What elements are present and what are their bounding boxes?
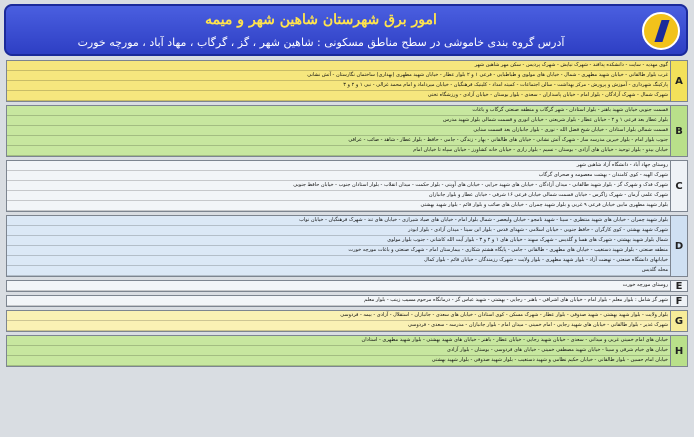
area-row: خیابان های امام خمینی غربی و میدانی - سعدی - خیابان شهید رجایی - خیابان عطار - باهنر - خیابان های شهید بهشتی - بلوار شهید مطهری - استادان	[7, 336, 671, 346]
group-rows	[7, 106, 671, 156]
header-title: امور برق شهرستان شاهین شهر و میمه	[205, 12, 437, 28]
electricity-company-logo	[642, 12, 680, 50]
group-rows	[7, 336, 671, 366]
area-row: شهرک علمی آرمان - شهرک زاگرس - خیابان قسمت شمالی خیابان فرعی ۱۶ شرقی - خیابان عطار و بلوار جانبازان	[7, 191, 671, 201]
area-row: شهرک الهیه - کوی کامندان - بهشت معصومه و صحرای گرگاب	[7, 171, 671, 181]
area-row: قسمت جنوبی خیابان شهید باهنر - بلوار استادان - شهر گرگاب و منطقه صنعتی گرگاب و باغات	[7, 106, 671, 116]
area-row: شهرک فدک و شهرک گز - بلوار شهید طالقانی - میدان آزادگان - خیابان های شهید حرایی - خیابان های آوینی - بلوار حکمت - میدان انقلاب - بلوار استادان جنوب - خیابان حافظ جنوبی	[7, 181, 671, 191]
area-row: محله گلدیس	[7, 266, 671, 276]
area-row: غرب بلوار طالقانی - خیابان شهید مطهری - شمال - خیابان های مولوی و طباطبایی - فرعی ۱ و ۲ بلوار عطار - خیابان شهید مطهری (بهداری) ساختمان نگارستان - آتش نشانی	[7, 71, 671, 81]
area-row: بلوار شهید چمران - خیابان های شهید منتظری - سینا - شهید نامجو - خیابان ولیعصر - شمال بلوار امام - خیابان های صیاد شیرازی - خیابان های تند - شهرک فرهنگیان - خیابان نواب	[7, 216, 671, 226]
outage-group	[6, 335, 688, 367]
group-letter: E	[670, 281, 687, 291]
area-row: خیابانهای دانشگاه صنعتی - نهضت آزاد - بلوار شهید مطهری - بلوار ولایت - شهرک رزمندگان - خیابان قائم - بلوار کمال	[7, 256, 671, 266]
outage-group	[6, 105, 688, 157]
group-letter: H	[670, 336, 687, 366]
header-banner	[4, 4, 688, 56]
group-rows	[7, 281, 671, 291]
outage-groups-table	[6, 60, 688, 370]
group-letter: B	[670, 106, 687, 156]
outage-group	[6, 310, 688, 332]
group-letter: C	[670, 161, 687, 211]
area-row: بلوار ولایت - بلوار شهید بهشتی - شهید صدوقی - بلوار عطار - شهرک مسکن - کوی استادان - خیابان های سعدی - جانبازان - استقلال - آزادی - بیمه - فردوسی	[7, 311, 671, 321]
area-row: خیابان های خیام شرقی و سینا - خیابان شهید مصطفی خمینی - خیابان های فردوسی - بوستان - بلوار آزادی	[7, 346, 671, 356]
area-row: پارکینگ شهرداری - آموزش و پرورش - مرکز بهداشت - سالن اجتماعات - کمیته امداد - کلینیک فرهنگیان - خیابان میرداماد و امام محمد غزالی - نبی ۱ و ۲ و ۳	[7, 81, 671, 91]
area-row: گوی مهدیه - سایت - دانشکده پدافند - شهرک نیایش - شهرک پردیس - سکن مهر شاهین شهر	[7, 61, 671, 71]
area-row: شمال بلوار شهید بهشتی - شهرک های هسا و گلدیس - شهرک سهند - خیابان های ۱ و ۲ و ۳ - بلوار آیت الله کاشانی - جنوب بلوار مولوی	[7, 236, 671, 246]
outage-group	[6, 295, 688, 307]
area-row: روستای مورچه خورت	[7, 281, 671, 291]
area-row: روستای جهاد آباد - دانشگاه آزاد شاهین شهر	[7, 161, 671, 171]
area-row: منطقه صنعتی - بلوار شهید دستغیب - خیابان های مطهری - طالقانی - جامی - پایگاه هشتم شکاری - بیمارستان امام - شهرک صنعتی و باغات مورچه خورت	[7, 246, 671, 256]
group-rows	[7, 311, 671, 331]
group-letter: A	[670, 61, 687, 101]
area-row: شهرک شهید بهشتی - کوی کارگران - حافظ جنوبی - خیابان اسلامی - شهدای قدس - بلوار ابن سینا - میدان آزادی - بلوار ابوذر	[7, 226, 671, 236]
area-row: شهرک شمال - شهرک آزادگان - بلوار امام - خیابان پاسداران - سعدی - بلوار بوستان - خیابان آزادی - ورزشگاه تختی	[7, 91, 671, 101]
group-letter: D	[670, 216, 687, 276]
area-row: خیابان بیدو - بلوار توحید - خیابان های آزادی - بوستان - نسیم - بلوار رازی - خیابان خانه کشاورز - خیابان سپاه تا خیابان امام	[7, 146, 671, 156]
group-rows	[7, 216, 671, 276]
area-row: شهر گز شامل : بلوار معلم - بلوار امام - خیابان های اشراقی - باهنر - رجایی - بهشتی - شهید عباس گز - درمانگاه مرحوم مسیب زینب - بلوار معلم	[7, 296, 671, 306]
group-letter: G	[670, 311, 687, 331]
area-row: خیابان امام حسین - بلوار طالقانی - خیابان حکیم نظامی و شهید دستغیب - بلوار شهید صدوقی - بلوار شهید بهشتی	[7, 356, 671, 366]
group-rows	[7, 296, 671, 306]
area-row: جنوب بلوار امام - بلوار خیرین مدرسه ساز - شهرک آتش نشانی - خیابان های طالقانی - بهار - زندگی - جامی - حافظ - بلوار عطار - شاهد - صائب - عراقی	[7, 136, 671, 146]
group-rows	[7, 161, 671, 211]
area-row: قسمت شمالی بلوار استادان - خیابان شیخ فضل الله - نوری - بلوار جانبازان بعد قسمت سنایی	[7, 126, 671, 136]
area-row: شهرک غدیر - بلوار طالقانی - خیابان های شهید رجایی - امام خمینی - میدان امام - بلوار جانبازان - مدرسه - سعدی - فردوسی	[7, 321, 671, 331]
header-subtitle: آدرس گروه بندی خاموشی در سطح مناطق مسکونی : شاهین شهر ، گز ، گرگاب ، مهاد آباد ، مورچه خورت	[77, 36, 565, 49]
outage-group	[6, 215, 688, 277]
outage-group	[6, 60, 688, 102]
area-row: بلوار شهید مطهری مابین خیابان فرعی ۹ غربی و بلوار شهید چمران - خیابان های صائب و بلوار قائم - بلوار شهید بهشتی	[7, 201, 671, 211]
area-row: بلوار عطار بعد فرعی ۱ و ۲ - خیابان عطار - بلوار شریعتی - خیابان انوری و قسمت شمالی بلوار شهید مدرس	[7, 116, 671, 126]
group-letter: F	[670, 296, 687, 306]
group-rows	[7, 61, 671, 101]
outage-group	[6, 160, 688, 212]
outage-group	[6, 280, 688, 292]
